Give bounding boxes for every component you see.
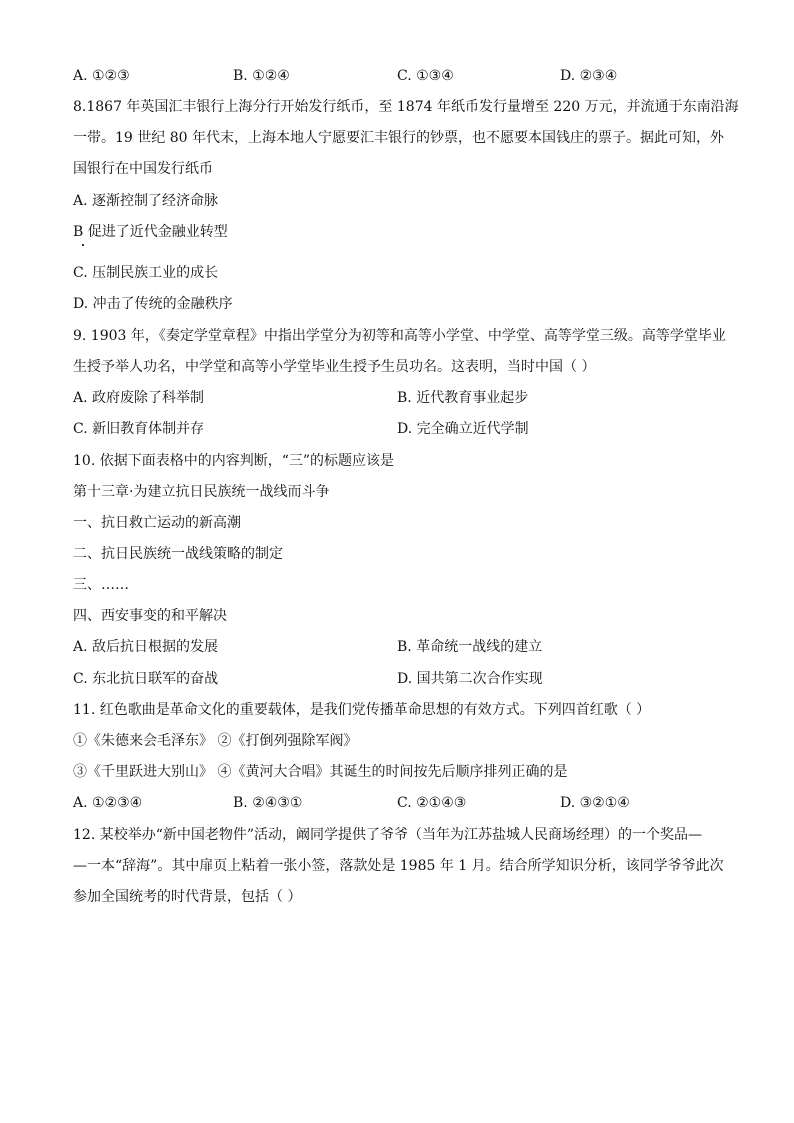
q8-stem-line-1: 8.1867 年英国汇丰银行上海分行开始发行纸币，至 1874 年纸币发行量增至 220 万元，并流通于东南沿海 [73,99,739,115]
q10-option-b[interactable]: B. 革命统一战线的建立 [397,639,543,655]
q10-stem-line-1: 10. 依据下面表格中的内容判断，“三”的标题应该是 [73,453,395,469]
q11-option-d[interactable]: D. ③②①④ [560,795,630,811]
q8-stem-line-3: 国银行在中国发行纸币 [73,161,213,177]
q12-stem-line-1: 12. 某校举办“新中国老物件”活动，阚同学提供了爷爷（当年为江苏盐城人民商场经理）的一个奖品— [73,827,703,843]
q9-stem-line-2: 生授予举人功名，中学堂和高等小学堂毕业生授予生员功名。这表明，当时中国（ ） [73,359,596,375]
q10-table-section-4: 四、西安事变的和平解决 [73,608,227,624]
q11-stem-line-2: ①《朱德来会毛泽东》 ②《打倒列强除军阀》 [73,733,358,749]
q12-stem-line-3: 参加全国统考的时代背景，包括（ ） [73,889,302,905]
q8-option-b[interactable]: B 促进了近代金融业转型 [73,224,228,240]
q9-option-b[interactable]: B. 近代教育事业起步 [397,390,529,406]
q9-option-a[interactable]: A. 政府废除了科举制 [73,390,205,406]
q9-option-c[interactable]: C. 新旧教育体制并存 [73,421,205,437]
q11-option-a[interactable]: A. ①②③④ [73,795,143,811]
q10-option-c[interactable]: C. 东北抗日联军的奋战 [73,671,219,687]
q9-stem-line-1: 9. 1903 年，《奏定学堂章程》中指出学堂分为初等和高等小学堂、中学堂、高等学堂三级。高等学堂毕业 [73,328,726,344]
q12-stem-line-2: —一本“辞海”。其中扉页上粘着一张小签，落款处是 1985 年 1 月。结合所学知识分析，该同学爷爷此次 [73,858,724,874]
q11-stem-line-1: 11. 红色歌曲是革命文化的重要载体，是我们党传播革命思想的有效方式。下列四首红歌（ ） [73,702,651,718]
q8-stem-line-2: 一带。19 世纪 80 年代末，上海本地人宁愿要汇丰银行的钞票，也不愿要本国钱庄的票子。据此可知，外 [73,130,724,146]
q7-option-c[interactable]: C. ①③④ [397,68,454,84]
q7-option-b[interactable]: B. ①②④ [233,68,290,84]
q8-option-c[interactable]: C. 压制民族工业的成长 [73,265,219,281]
q10-table-section-1: 一、抗日救亡运动的新高潮 [73,515,241,531]
q8-option-a[interactable]: A. 逐渐控制了经济命脉 [73,193,219,209]
q10-table-section-2: 二、抗日民族统一战线策略的制定 [73,546,283,562]
q10-option-a[interactable]: A. 敌后抗日根据的发展 [73,639,219,655]
q7-option-d[interactable]: D. ②③④ [560,68,618,84]
q7-option-a[interactable]: A. ①②③ [73,68,130,84]
stray-dot [82,244,84,246]
q11-stem-line-3: ③《千里跃进大别山》 ④《黄河大合唱》其诞生的时间按先后顺序排列正确的是 [73,764,568,780]
q8-option-d[interactable]: D. 冲击了传统的金融秩序 [73,296,233,312]
q10-option-d[interactable]: D. 国共第二次合作实现 [397,671,543,687]
q11-option-c[interactable]: C. ②①④③ [397,795,467,811]
q10-table-chapter-title: 第十三章·为建立抗日民族统一战线而斗争 [73,484,330,500]
q11-option-b[interactable]: B. ②④③① [233,795,303,811]
q9-option-d[interactable]: D. 完全确立近代学制 [397,421,529,437]
q10-table-section-3: 三、…… [73,577,129,593]
